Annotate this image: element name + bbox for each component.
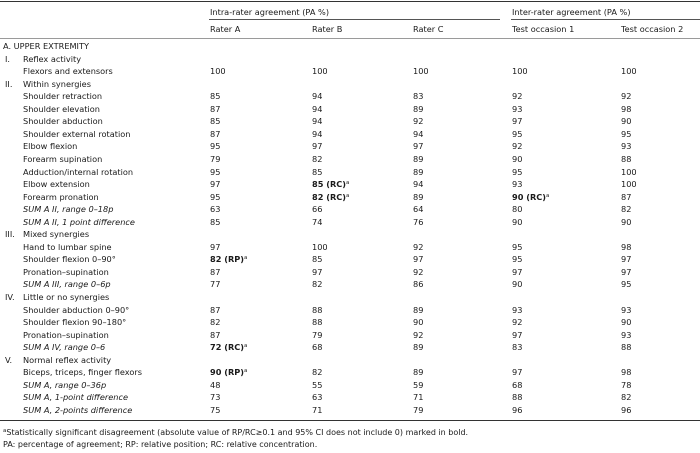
group-number: III.	[5, 229, 15, 240]
value: 93	[512, 179, 523, 190]
value-cell-test-occasion-2	[621, 267, 631, 277]
value: 95	[210, 191, 221, 202]
value: 95	[512, 128, 523, 139]
item-row-label: Shoulder flexion 90–180°	[23, 317, 127, 328]
group-number: I.	[5, 53, 11, 64]
value: 95	[621, 128, 632, 139]
footnote-marker: a	[346, 180, 350, 187]
value-cell-rater-b	[312, 330, 322, 340]
value: 89	[413, 342, 424, 353]
header-col-rater-c: Rater C	[413, 24, 444, 34]
value: 82	[621, 392, 632, 403]
value-cell-rater-c	[413, 242, 423, 252]
group-number: IV.	[5, 292, 15, 302]
value-cell-test-occasion-2	[621, 141, 631, 151]
value: 92	[413, 266, 424, 277]
value: 79	[413, 404, 424, 415]
value: 97	[413, 141, 424, 152]
section-heading: A. UPPER EXTREMITY	[3, 41, 89, 51]
value: 78	[621, 379, 632, 390]
group-heading: Reflex activity	[23, 53, 82, 64]
value-cell-test-occasion-2	[621, 154, 631, 164]
item-row-label: Elbow flexion	[23, 141, 78, 152]
value-cell-rater-a	[210, 342, 247, 352]
footnote-marker: a	[546, 192, 550, 199]
value-cell-rater-c	[413, 129, 423, 139]
value: 82	[210, 317, 221, 328]
header-group-inter-rule	[511, 19, 700, 20]
value: 87	[621, 191, 632, 202]
value: 94	[312, 91, 323, 102]
value: 89	[413, 304, 424, 315]
value-cell-rater-b	[312, 167, 322, 177]
value-cell-rater-a	[210, 279, 220, 289]
value-cell-test-occasion-1	[512, 141, 522, 151]
value-cell-rater-c	[413, 192, 423, 202]
value: 87	[210, 128, 221, 139]
value-cell-test-occasion-2	[621, 380, 631, 390]
value-cell-rater-a	[210, 129, 220, 139]
item-row-label: Forearm supination	[23, 153, 103, 164]
value: 92	[512, 91, 523, 102]
value-cell-test-occasion-1	[512, 154, 522, 164]
value-cell-test-occasion-2	[621, 342, 631, 352]
value-cell-test-occasion-1	[512, 392, 522, 402]
value-cell-rater-b	[312, 116, 322, 126]
value-cell-rater-a	[210, 242, 220, 252]
value: 94	[312, 116, 323, 127]
value-cell-test-occasion-1	[512, 91, 522, 101]
value: 95	[210, 166, 221, 177]
value: 82	[312, 279, 323, 290]
value: 88	[312, 317, 323, 328]
value: 80	[512, 204, 523, 215]
value-cell-rater-a	[210, 141, 220, 151]
value: 85	[210, 116, 221, 127]
value: 97	[621, 254, 632, 265]
value-cell-rater-b	[312, 405, 322, 415]
value: 89	[413, 153, 424, 164]
significant-value: 90 (RC)	[512, 191, 547, 202]
value: 48	[210, 379, 221, 390]
value-cell-test-occasion-2	[621, 405, 631, 415]
value: 68	[512, 379, 523, 390]
value-cell-test-occasion-2	[621, 317, 631, 327]
value-cell-test-occasion-2	[621, 217, 631, 227]
group-heading: Normal reflex activity	[23, 354, 112, 365]
value: 92	[512, 317, 523, 328]
value-cell-test-occasion-2	[621, 91, 631, 101]
value-cell-rater-c	[413, 405, 423, 415]
value-cell-test-occasion-2	[621, 279, 631, 289]
header-col-rater-b: Rater B	[312, 24, 343, 34]
header-group-inter: Inter-rater agreement (PA %)	[512, 7, 631, 17]
item-row-label: Adduction/internal rotation	[23, 166, 134, 177]
value-cell-rater-b	[312, 129, 322, 139]
value-cell-rater-b	[312, 305, 322, 315]
value: 59	[413, 379, 424, 390]
value: 88	[621, 342, 632, 353]
value-cell-rater-c	[413, 380, 423, 390]
value-cell-test-occasion-1	[512, 330, 522, 340]
value: 74	[312, 216, 323, 227]
value-cell-rater-a	[210, 380, 220, 390]
value: 94	[312, 103, 323, 114]
value: 85	[210, 216, 221, 227]
value: 85	[312, 166, 323, 177]
value: 93	[512, 304, 523, 315]
value: 96	[621, 404, 632, 415]
sum-row-label: SUM A III, range 0–6p	[23, 279, 111, 290]
value-cell-rater-a	[210, 104, 220, 114]
value-cell-test-occasion-2	[621, 129, 631, 139]
value-cell-test-occasion-2	[621, 104, 631, 114]
value: 89	[413, 191, 424, 202]
header-group-intra-rule	[209, 19, 500, 20]
value-cell-rater-c	[413, 317, 423, 327]
significant-value: 72 (RC)	[210, 342, 245, 353]
value-cell-rater-a	[210, 217, 220, 227]
value-cell-rater-b	[312, 267, 322, 277]
value: 89	[413, 103, 424, 114]
significant-value: 90 (RP)	[210, 367, 245, 378]
value-cell-rater-c	[413, 204, 423, 214]
value: 97	[512, 367, 523, 378]
value-cell-test-occasion-2	[621, 179, 637, 189]
value: 87	[210, 329, 221, 340]
value-cell-rater-b	[312, 342, 322, 352]
value-cell-test-occasion-2	[621, 204, 631, 214]
item-row-label: Biceps, triceps, finger flexors	[23, 367, 142, 378]
value-cell-rater-c	[413, 254, 423, 264]
value-cell-rater-c	[413, 116, 423, 126]
value-cell-test-occasion-2	[621, 254, 631, 264]
value-cell-rater-a	[210, 179, 220, 189]
value: 97	[621, 266, 632, 277]
value: 87	[210, 304, 221, 315]
value-cell-rater-b	[312, 254, 322, 264]
value-cell-test-occasion-1	[512, 267, 522, 277]
value-cell-rater-b	[312, 392, 322, 402]
value-cell-test-occasion-1	[512, 317, 522, 327]
table-bottom-rule	[0, 420, 700, 421]
value-cell-test-occasion-1	[512, 217, 522, 227]
footnote-marker: a	[244, 343, 248, 350]
value-cell-test-occasion-1	[512, 129, 522, 139]
value: 90	[621, 317, 632, 328]
sum-row-label: SUM A II, 1 point difference	[23, 216, 135, 227]
value-cell-rater-b	[312, 380, 322, 390]
value: 90	[512, 153, 523, 164]
value: 90	[413, 317, 424, 328]
value-cell-rater-c	[413, 305, 423, 315]
value: 63	[312, 392, 323, 403]
value: 100	[621, 166, 637, 177]
value-cell-test-occasion-2	[621, 192, 631, 202]
header-col-test-occasion-1: Test occasion 1	[512, 24, 575, 34]
value-cell-test-occasion-1	[512, 204, 522, 214]
value: 86	[413, 279, 424, 290]
value-cell-rater-a	[210, 192, 220, 202]
value-cell-rater-c	[413, 342, 423, 352]
value: 93	[621, 304, 632, 315]
value: 82	[312, 153, 323, 164]
value: 97	[512, 266, 523, 277]
value: 95	[210, 141, 221, 152]
value-cell-test-occasion-1	[512, 167, 522, 177]
value-cell-rater-b	[312, 179, 349, 189]
group-heading: Little or no synergies	[23, 292, 110, 302]
value: 82	[312, 367, 323, 378]
value-cell-rater-a	[210, 305, 220, 315]
value: 68	[312, 342, 323, 353]
value-cell-rater-a	[210, 167, 220, 177]
item-row-label: Shoulder external rotation	[23, 128, 131, 139]
value-cell-rater-c	[413, 141, 423, 151]
footnote-abbreviations: PA: percentage of agreement; RP: relative position; RC: relative concentration.	[3, 440, 318, 449]
footnote-a-text: Statistically significant disagreement (absolute value of RP/RC≥0.1 and 95% CI does not include 0) marked in bold.	[6, 428, 469, 437]
value-cell-rater-a	[210, 405, 220, 415]
sum-row-label: SUM A, 2-points difference	[23, 404, 133, 415]
value: 79	[312, 329, 323, 340]
item-row-label: Pronation–supination	[23, 266, 109, 277]
value-cell-test-occasion-1	[512, 192, 549, 202]
item-row-label: Hand to lumbar spine	[23, 241, 112, 252]
value: 90	[621, 216, 632, 227]
value-cell-rater-b	[312, 104, 322, 114]
value-cell-test-occasion-1	[512, 342, 522, 352]
value: 98	[621, 367, 632, 378]
value: 85	[210, 91, 221, 102]
value-cell-rater-b	[312, 367, 322, 377]
group-heading: Mixed synergies	[23, 229, 90, 240]
footnote-marker: a	[244, 368, 248, 375]
group-number: II.	[5, 78, 13, 89]
value-cell-rater-b	[312, 154, 322, 164]
header-group-intra: Intra-rater agreement (PA %)	[210, 7, 330, 17]
value: 96	[512, 404, 523, 415]
value: 93	[621, 329, 632, 340]
value: 90	[512, 216, 523, 227]
value: 94	[413, 128, 424, 139]
item-row-label: Pronation–supination	[23, 329, 109, 340]
value-cell-test-occasion-2	[621, 367, 631, 377]
value: 92	[413, 241, 424, 252]
value: 92	[413, 116, 424, 127]
value: 92	[512, 141, 523, 152]
value-cell-rater-c	[413, 267, 423, 277]
value: 64	[413, 204, 424, 215]
value: 92	[621, 91, 632, 102]
value-cell-test-occasion-1	[512, 66, 528, 76]
value-cell-test-occasion-1	[512, 380, 522, 390]
table-top-rule	[0, 1, 700, 2]
value: 55	[312, 379, 323, 390]
item-row-label: Shoulder retraction	[23, 91, 103, 102]
value-cell-rater-a	[210, 392, 220, 402]
item-row-label: Flexors and extensors	[23, 66, 113, 77]
value: 100	[312, 66, 328, 77]
value: 79	[210, 153, 221, 164]
value: 93	[512, 103, 523, 114]
value-cell-rater-c	[413, 91, 423, 101]
value-cell-rater-c	[413, 392, 423, 402]
value: 100	[413, 66, 429, 77]
value: 100	[312, 241, 328, 252]
item-row-label: Shoulder abduction	[23, 116, 103, 127]
item-row-label: Elbow extension	[23, 179, 90, 190]
header-bottom-rule	[0, 38, 700, 39]
item-row-label: Shoulder flexion 0–90°	[23, 254, 116, 265]
value: 98	[621, 103, 632, 114]
value: 83	[512, 342, 523, 353]
header-col-test-occasion-2: Test occasion 2	[621, 24, 684, 34]
value: 97	[512, 329, 523, 340]
value: 92	[413, 329, 424, 340]
significant-value: 85 (RC)	[312, 179, 347, 190]
value-cell-test-occasion-1	[512, 367, 522, 377]
value: 97	[312, 266, 323, 277]
value-cell-rater-b	[312, 192, 349, 202]
value: 94	[312, 128, 323, 139]
value: 100	[512, 66, 528, 77]
value: 90	[512, 279, 523, 290]
value-cell-rater-c	[413, 167, 423, 177]
value-cell-rater-a	[210, 254, 247, 264]
value: 77	[210, 279, 221, 290]
value: 85	[312, 254, 323, 265]
value: 88	[312, 304, 323, 315]
value: 71	[413, 392, 424, 403]
significant-value: 82 (RC)	[312, 191, 347, 202]
value-cell-rater-a	[210, 154, 220, 164]
value-cell-test-occasion-2	[621, 242, 631, 252]
value-cell-rater-c	[413, 279, 423, 289]
value: 82	[621, 204, 632, 215]
value-cell-rater-b	[312, 141, 322, 151]
value-cell-rater-b	[312, 66, 328, 76]
value: 90	[621, 116, 632, 127]
value-cell-test-occasion-1	[512, 305, 522, 315]
value-cell-rater-c	[413, 104, 423, 114]
value: 88	[621, 153, 632, 164]
value: 87	[210, 266, 221, 277]
value: 94	[413, 179, 424, 190]
value-cell-rater-c	[413, 66, 429, 76]
group-number: V.	[5, 354, 13, 365]
value: 97	[312, 141, 323, 152]
value: 63	[210, 204, 221, 215]
value: 95	[512, 241, 523, 252]
value-cell-test-occasion-1	[512, 104, 522, 114]
value: 97	[512, 116, 523, 127]
value: 100	[621, 66, 637, 77]
value: 76	[413, 216, 424, 227]
value: 95	[512, 254, 523, 265]
value-cell-test-occasion-2	[621, 305, 631, 315]
value-cell-test-occasion-1	[512, 116, 522, 126]
value: 97	[413, 254, 424, 265]
value: 93	[621, 141, 632, 152]
sum-row-label: SUM A II, range 0–18p	[23, 204, 114, 215]
value: 97	[210, 241, 221, 252]
item-row-label: Shoulder abduction 0–90°	[23, 304, 130, 315]
value-cell-test-occasion-1	[512, 242, 522, 252]
value-cell-rater-b	[312, 279, 322, 289]
sum-row-label: SUM A, 1-point difference	[23, 392, 129, 403]
value-cell-test-occasion-1	[512, 405, 522, 415]
value-cell-rater-b	[312, 91, 322, 101]
group-heading: Within synergies	[23, 78, 91, 89]
value-cell-rater-c	[413, 154, 423, 164]
value-cell-test-occasion-2	[621, 392, 631, 402]
value: 66	[312, 204, 323, 215]
value: 71	[312, 404, 323, 415]
value-cell-rater-a	[210, 204, 220, 214]
value-cell-rater-c	[413, 367, 423, 377]
value: 73	[210, 392, 221, 403]
value-cell-rater-b	[312, 204, 322, 214]
value-cell-rater-a	[210, 66, 226, 76]
value: 88	[512, 392, 523, 403]
value-cell-rater-a	[210, 330, 220, 340]
item-row-label: Forearm pronation	[23, 191, 99, 202]
sum-row-label: SUM A IV, range 0–6	[23, 342, 106, 353]
value-cell-test-occasion-2	[621, 66, 637, 76]
item-row-label: Shoulder elevation	[23, 103, 100, 114]
value-cell-test-occasion-1	[512, 279, 522, 289]
footnote-a	[3, 428, 468, 438]
value-cell-rater-b	[312, 242, 328, 252]
value-cell-test-occasion-1	[512, 254, 522, 264]
footnote-marker: a	[3, 428, 7, 434]
footnote-marker: a	[346, 192, 350, 199]
value-cell-test-occasion-1	[512, 179, 522, 189]
value-cell-rater-a	[210, 367, 247, 377]
value-cell-rater-a	[210, 317, 220, 327]
header-col-rater-a: Rater A	[210, 24, 241, 34]
value-cell-rater-a	[210, 91, 220, 101]
value-cell-rater-c	[413, 330, 423, 340]
value: 75	[210, 404, 221, 415]
value: 89	[413, 166, 424, 177]
value: 83	[413, 91, 424, 102]
footnote-marker: a	[244, 255, 248, 262]
value: 89	[413, 367, 424, 378]
value-cell-rater-c	[413, 217, 423, 227]
value-cell-test-occasion-2	[621, 116, 631, 126]
value: 100	[210, 66, 226, 77]
sum-row-label: SUM A, range 0–36p	[23, 379, 107, 390]
value: 97	[210, 179, 221, 190]
value-cell-rater-a	[210, 267, 220, 277]
value: 100	[621, 179, 637, 190]
value: 87	[210, 103, 221, 114]
value-cell-rater-b	[312, 317, 322, 327]
value-cell-rater-a	[210, 116, 220, 126]
value-cell-test-occasion-2	[621, 167, 637, 177]
value-cell-rater-b	[312, 217, 322, 227]
significant-value: 82 (RP)	[210, 254, 245, 265]
value: 98	[621, 241, 632, 252]
value: 95	[512, 166, 523, 177]
value-cell-rater-c	[413, 179, 423, 189]
value-cell-test-occasion-2	[621, 330, 631, 340]
value: 95	[621, 279, 632, 290]
